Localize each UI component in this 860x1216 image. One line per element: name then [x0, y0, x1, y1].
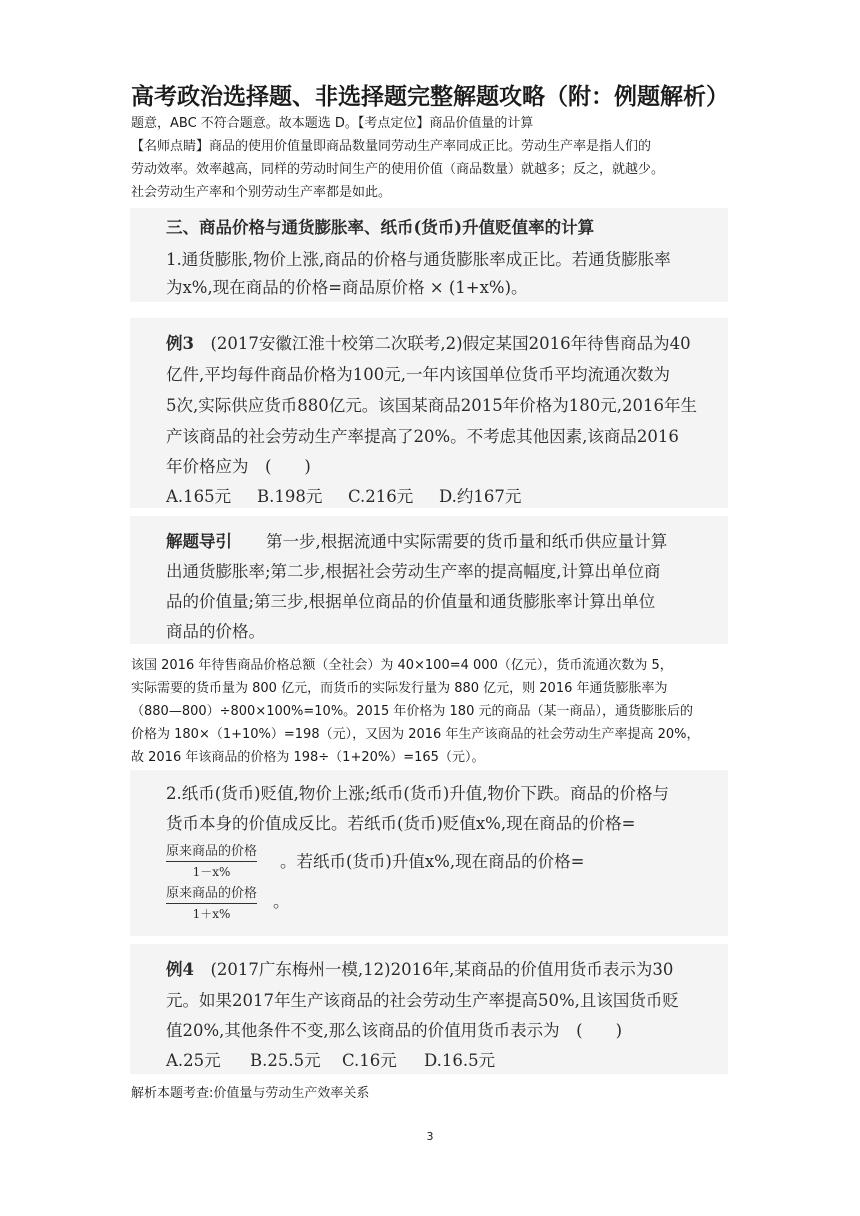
guide-text: 第一步,根据流通中实际需要的货币量和纸币供应量计算	[266, 532, 668, 551]
section-heading: 三、商品价格与通货膨胀率、纸币(货币)升值贬值率的计算	[166, 218, 595, 237]
example-3-line: 年价格应为 ( )	[166, 457, 311, 476]
guide-label: 解题导引	[166, 532, 232, 551]
intro-line: 题意，ABC 不符合题意。故本题选 D。【考点定位】商品价值量的计算	[131, 116, 534, 131]
option-c: C.216元	[348, 487, 414, 506]
example-3-line: 5次,实际供应货币880亿元。该国某商品2015年价格为180元,2016年生	[166, 396, 697, 415]
fraction-bar	[166, 903, 257, 904]
guide-first-line	[166, 528, 667, 552]
guide-line: 品的价值量;第三步,根据单位商品的价值量和通货膨胀率计算出单位	[166, 592, 656, 611]
document-title: 高考政治选择题、非选择题完整解题攻略（附：例题解析）	[131, 84, 729, 110]
example-4-first-line	[166, 956, 673, 980]
example-3-first-line	[166, 330, 691, 354]
box-text-line: 。	[273, 892, 290, 911]
analysis-line: 实际需要的货币量为 800 亿元，而货币的实际发行量为 880 亿元，则 2016 年通货膨胀率为	[131, 681, 668, 696]
box-text-line: 。若纸币(货币)升值x%,现在商品的价格=	[280, 852, 585, 871]
option-d: D.约167元	[439, 487, 522, 506]
analysis-line: （880—800）÷800×100%=10%。2015 年价格为 180 元的商品（某一商品），通货膨胀后的	[131, 704, 693, 719]
fraction-numerator: 原来商品的价格	[166, 844, 258, 859]
fraction-denominator: 1＋x%	[192, 907, 231, 921]
option-b: B.198元	[257, 487, 323, 506]
example-4-source: (2017广东梅州一模,12)2016年,某商品的价值用货币表示为30	[210, 960, 674, 979]
analysis-line: 价格为 180×（1+10%）=198（元），又因为 2016 年生产该商品的社会劳动生产率提高 20%，	[131, 727, 700, 742]
example-4-line: 值20%,其他条件不变,那么该商品的价值用货币表示为 ( )	[166, 1021, 623, 1040]
option-c: C.16元	[342, 1051, 397, 1070]
fraction-depreciation	[166, 840, 257, 880]
box-text-line: 2.纸币(货币)贬值,物价上涨;纸币(货币)升值,物价下跌。商品的价格与	[166, 784, 670, 803]
example-4-box	[130, 944, 728, 1074]
closing-line: 解析本题考查:价值量与劳动生产效率关系	[131, 1086, 370, 1101]
example-3-label: 例3	[166, 334, 194, 353]
example-3-line: 亿件,平均每件商品价格为100元,一年内该国单位货币平均流通次数为	[166, 365, 670, 384]
option-a: A.25元	[166, 1051, 221, 1070]
example-4-line: 元。如果2017年生产该商品的社会劳动生产率提高50%,且该国货币贬	[166, 991, 679, 1010]
intro-line: 【名师点睛】商品的使用价值量即商品数量同劳动生产率同成正比。劳动生产率是指人们的	[131, 139, 652, 154]
fraction-denominator: 1－x%	[192, 865, 231, 879]
example-4-label: 例4	[166, 960, 194, 979]
example-3-box	[130, 318, 728, 508]
section-three-box	[130, 208, 728, 302]
currency-value-box	[130, 770, 728, 936]
intro-line: 劳动效率。效率越高，同样的劳动时间生产的使用价值（商品数量）就越多；反之，就越少。	[131, 162, 665, 177]
fraction-appreciation	[166, 882, 257, 922]
solution-guide-box	[130, 516, 728, 644]
page-number: 3	[426, 1130, 434, 1143]
option-d: D.16.5元	[424, 1051, 496, 1070]
guide-line: 商品的价格。	[166, 622, 265, 641]
analysis-line: 故 2016 年该商品的价格为 198÷（1+20%）=165（元）。	[131, 750, 485, 765]
option-a: A.165元	[166, 487, 232, 506]
option-b: B.25.5元	[250, 1051, 321, 1070]
box-text-line: 为x%,现在商品的价格=商品原价格 × (1+x%)。	[166, 278, 528, 297]
box-text-line: 货币本身的价值成反比。若纸币(货币)贬值x%,现在商品的价格=	[166, 814, 636, 833]
fraction-bar	[166, 861, 257, 862]
box-text-line: 1.通货膨胀,物价上涨,商品的价格与通货膨胀率成正比。若通货膨胀率	[166, 250, 671, 269]
analysis-line: 该国 2016 年待售商品价格总额（全社会）为 40×100=4 000（亿元），货币流通次数为 5，	[131, 658, 673, 673]
example-3-source: (2017安徽江淮十校第二次联考,2)假定某国2016年待售商品为40	[210, 334, 691, 353]
example-3-line: 产该商品的社会劳动生产率提高了20%。不考虑其他因素,该商品2016	[166, 427, 679, 446]
fraction-numerator: 原来商品的价格	[166, 886, 258, 901]
guide-line: 出通货膨胀率;第二步,根据社会劳动生产率的提高幅度,计算出单位商	[166, 562, 661, 581]
intro-line: 社会劳动生产率和个别劳动生产率都是如此。	[131, 185, 392, 200]
